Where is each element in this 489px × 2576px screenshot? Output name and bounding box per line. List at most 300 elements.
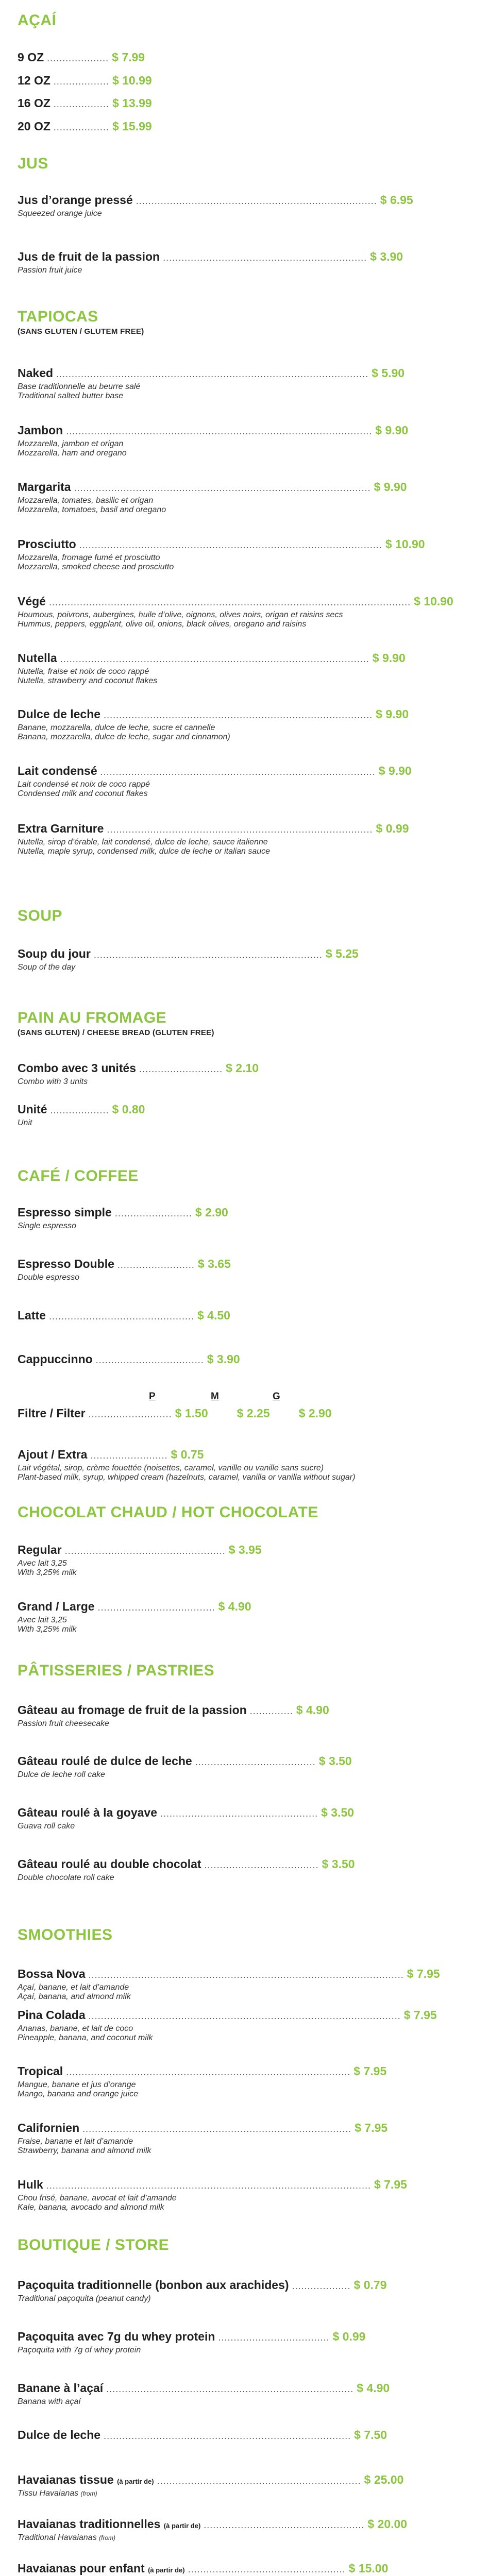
- item-price: $ 2.10: [226, 1061, 259, 1075]
- dot-leader: ..................: [53, 99, 109, 109]
- item-price: $ 0.99: [332, 2330, 366, 2343]
- section-title: TAPIOCAS: [18, 308, 98, 325]
- item-name: [18, 2517, 200, 2531]
- menu-item: [18, 2278, 471, 2303]
- item-price: $ 0.75: [171, 1448, 204, 1461]
- item-description: [18, 1822, 471, 1831]
- menu-item: [18, 2428, 471, 2442]
- item-price: $ 3.95: [228, 1543, 262, 1556]
- section-title: SOUP: [18, 907, 63, 924]
- item-description-text: Avec lait 3,25: [18, 1616, 67, 1624]
- dot-leader: ....................................................: [64, 1546, 226, 1556]
- menu-item: [18, 2562, 471, 2576]
- item-description-english: Condensed milk and coconut flakes: [18, 789, 148, 798]
- item-name: [18, 764, 97, 778]
- menu-item-row: [18, 764, 471, 778]
- menu-item-extra: [18, 1448, 471, 1482]
- item-price: $ 3.90: [207, 1352, 240, 1366]
- item-description: [18, 1719, 471, 1728]
- item-name: [18, 707, 100, 721]
- item-description-english: Kale, banana, avocado and almond milk: [18, 2203, 164, 2212]
- menu-item: [18, 250, 471, 275]
- menu-item-row: [18, 423, 471, 437]
- item-name: [18, 2562, 185, 2575]
- dot-leader: ......................................: [97, 1602, 215, 1613]
- item-price: $ 0.80: [112, 1103, 145, 1116]
- item-name-text: 20 OZ: [18, 120, 50, 133]
- menu-item-row: [18, 2278, 471, 2292]
- item-description-text: Banana with açaí: [18, 2397, 81, 2406]
- menu-item-row: [18, 1703, 471, 1717]
- item-name: [18, 1754, 192, 1768]
- menu-item-row: [18, 651, 471, 665]
- item-description-text: Mozzarella, jambon et origan: [18, 439, 124, 448]
- dot-leader: .......................................................................................: [82, 2124, 352, 2134]
- item-description: [18, 2346, 471, 2355]
- menu-item-row: [18, 366, 471, 380]
- dot-leader: ................................................................................................: [74, 483, 371, 493]
- item-name: [18, 1967, 86, 1981]
- item-description-text: Lait condensé et noix de coco rappé: [18, 780, 150, 789]
- item-price: $ 10.90: [414, 595, 453, 608]
- item-description-text: Mangue, banane et jus d’orange: [18, 2080, 136, 2089]
- item-description-text: Passion fruit juice: [18, 266, 82, 275]
- item-description-english: With 3,25% milk: [18, 1625, 77, 1634]
- item-name-text: Extra Garniture: [18, 822, 104, 835]
- menu-item-row: [18, 1600, 471, 1614]
- item-name-text: Hulk: [18, 2178, 43, 2191]
- menu-item-row: [18, 2330, 471, 2344]
- item-name: [18, 2064, 63, 2078]
- menu-item-row: [18, 1754, 471, 1768]
- menu-item: [18, 193, 471, 218]
- item-name-text: Havaianas pour enfant: [18, 2562, 145, 2575]
- item-name-text: Gâteau au fromage de fruit de la passion: [18, 1703, 247, 1717]
- item-price: $ 0.79: [353, 2278, 387, 2292]
- item-price: $ 6.95: [380, 193, 413, 207]
- item-description: [18, 382, 471, 392]
- dot-leader: ...........................: [139, 1064, 223, 1074]
- menu-item-row: [18, 1103, 471, 1116]
- item-name-text: Lait condensé: [18, 764, 97, 777]
- item-description-english: Mango, banana and orange juice: [18, 2090, 138, 2098]
- item-description-text: Guava roll cake: [18, 1822, 75, 1831]
- dot-leader: .......................................: [195, 1757, 316, 1767]
- menu-item: [18, 1352, 471, 1366]
- item-description-text: Traditional Havaianas: [18, 2533, 97, 2542]
- item-description-english: Mozzarella, tomatoes, basil and oregano: [18, 505, 166, 514]
- dot-leader: ...............................................: [48, 1311, 194, 1321]
- item-name: [18, 2121, 79, 2135]
- menu-item-row: [18, 1806, 471, 1820]
- item-name-text: Margarita: [18, 480, 71, 494]
- menu-item: [18, 2121, 471, 2156]
- menu-item: [18, 120, 471, 133]
- dot-leader: .........................: [90, 1450, 168, 1461]
- section-subtitle: (SANS GLUTEN / GLUTEM FREE): [18, 327, 144, 336]
- item-price: $ 3.50: [322, 1857, 355, 1871]
- item-description-english: Mozzarella, ham and oregano: [18, 449, 127, 457]
- item-name-text: Jus de fruit de la passion: [18, 250, 160, 263]
- dot-leader: .........................: [117, 1260, 195, 1270]
- item-description: [18, 838, 471, 847]
- menu-item: [18, 537, 471, 572]
- item-price: $ 4.90: [218, 1600, 251, 1613]
- item-price: $ 7.50: [354, 2428, 387, 2442]
- item-description-text: Double chocolate roll cake: [18, 1873, 114, 1882]
- item-price: $ 20.00: [367, 2517, 408, 2531]
- menu-item: [18, 2008, 471, 2043]
- item-name: [18, 366, 53, 380]
- menu-item: [18, 480, 471, 515]
- dot-leader: ..................: [53, 76, 109, 87]
- item-description: [18, 1983, 471, 1992]
- menu-item-row: [18, 595, 471, 608]
- dot-leader: .....................................................................................................................: [48, 597, 411, 607]
- item-description-text: Mozzarella, fromage fumé et prosciutto: [18, 553, 160, 562]
- item-description-english: Traditional salted butter base: [18, 392, 124, 400]
- item-price: $ 5.25: [325, 947, 359, 960]
- item-price: $ 10.99: [112, 74, 152, 87]
- item-description: [18, 2294, 471, 2303]
- menu-item: [18, 2381, 471, 2406]
- item-name: [18, 480, 71, 494]
- item-name-text: Nutella: [18, 651, 57, 665]
- item-description: Lait végétal, sirop, crème fouettée (noisettes, caramel, vanille ou vanille sans sucre): [18, 1464, 324, 1472]
- dot-leader: ............................................................................................: [66, 2067, 351, 2077]
- item-name: [18, 423, 63, 437]
- item-price: $ 25.00: [364, 2473, 404, 2486]
- menu-item: [18, 947, 471, 972]
- menu-item: [18, 1543, 471, 1578]
- filter-size-header: [149, 1391, 334, 1402]
- item-description: [18, 1873, 471, 1883]
- menu-item: [18, 1103, 471, 1128]
- dot-leader: ......................................................................................: [107, 824, 373, 835]
- item-price: $ 5.90: [372, 366, 405, 380]
- menu-item: [18, 1806, 471, 1831]
- dot-leader: ..........................................................................: [93, 950, 323, 960]
- item-description-text: Açaí, banane, et lait d’amande: [18, 1983, 129, 1992]
- item-name: [18, 2278, 289, 2292]
- menu-item-row: [18, 120, 471, 133]
- menu-item: [18, 2064, 471, 2099]
- size-label: G: [273, 1391, 280, 1402]
- item-name-text: Grand / Large: [18, 1600, 95, 1613]
- item-price: $ 4.90: [357, 2381, 390, 2395]
- item-name-text: Jambon: [18, 423, 63, 437]
- item-name: [18, 2178, 43, 2192]
- item-description-text: Single espresso: [18, 1222, 76, 1230]
- item-name-text: Havaianas traditionnelles: [18, 2517, 161, 2531]
- item-name-text: Latte: [18, 1309, 46, 1322]
- item-description: [18, 496, 471, 505]
- item-description-text: Passion fruit cheesecake: [18, 1719, 109, 1728]
- dot-leader: ..................: [53, 122, 109, 132]
- dot-leader: ..................................................................: [163, 252, 367, 263]
- dot-leader: ......................................................................................................: [88, 1970, 404, 1980]
- item-description: [18, 963, 471, 972]
- dot-leader: .......................................................................................: [104, 710, 373, 720]
- menu-item: [18, 1857, 471, 1883]
- item-price: $ 3.50: [318, 1754, 352, 1768]
- item-description: [18, 2080, 471, 2090]
- item-price: $ 15.00: [348, 2562, 389, 2575]
- menu-item: [18, 74, 471, 88]
- menu-item-row: [18, 2562, 471, 2575]
- dot-leader: .....................................: [204, 1860, 319, 1870]
- item-price: $ 3.50: [321, 1806, 355, 1819]
- section-header: [18, 11, 471, 30]
- item-name-text: Jus d’orange pressé: [18, 193, 133, 207]
- item-name-text: Californien: [18, 2121, 80, 2134]
- item-name: [18, 822, 104, 836]
- item-name-text: Paçoquita traditionnelle (bonbon aux arachides): [18, 2278, 289, 2292]
- menu-item: [18, 707, 471, 742]
- item-description-english: With 3,25% milk: [18, 1568, 77, 1577]
- item-price: $ 3.65: [197, 1257, 231, 1270]
- item-name: [18, 2473, 154, 2487]
- item-name-text: Paçoquita avec 7g du whey protein: [18, 2330, 215, 2343]
- menu-item: [18, 1754, 471, 1780]
- dot-leader: ..............: [249, 1706, 293, 1716]
- item-name-text: Gâteau roulé au double chocolat: [18, 1857, 201, 1871]
- item-name: [18, 1703, 247, 1717]
- item-description-text: Tissu Havaianas: [18, 2489, 79, 2498]
- menu-item: [18, 1600, 471, 1634]
- section-header: [18, 155, 471, 173]
- dot-leader: ....................................................................................................: [60, 654, 369, 664]
- item-description-english: Hummus, peppers, eggplant, olive oil, onions, black olives, oregano and raisins: [18, 620, 307, 629]
- item-name-text: Unité: [18, 1103, 47, 1116]
- item-description: [18, 2533, 471, 2543]
- dot-leader: ...................................................: [160, 1808, 318, 1819]
- item-description: [18, 1118, 471, 1128]
- item-description: [18, 723, 471, 733]
- item-name-text: Gâteau roulé à la goyave: [18, 1806, 158, 1819]
- item-description-text: Nutella, sirop d’érable, lait condensé, dulce de leche, sauce italienne: [18, 838, 268, 846]
- item-name-text: Gâteau roulé de dulce de leche: [18, 1754, 192, 1768]
- item-name-text: Pina Colada: [18, 2008, 86, 2022]
- item-description: [18, 1770, 471, 1780]
- item-description-english: Mozzarella, smoked cheese and prosciutto: [18, 563, 174, 571]
- menu-item-row: [18, 2473, 471, 2487]
- item-description: [18, 1616, 471, 1625]
- item-name-text: Espresso simple: [18, 1206, 112, 1219]
- dot-leader: ................................................................................: [104, 2431, 351, 2441]
- item-description-english: Banana, mozzarella, dulce de leche, sugar and cinnamon): [18, 733, 230, 741]
- item-description-english: Pineapple, banana, and coconut milk: [18, 2033, 153, 2042]
- item-name-text: 9 OZ: [18, 50, 44, 64]
- item-description: [18, 2137, 471, 2146]
- dot-leader: ..................................................................: [157, 2476, 361, 2486]
- item-name-note: (à partir de): [148, 2566, 185, 2574]
- dot-leader: ................................................................................: [106, 2384, 354, 2394]
- item-description: [18, 2489, 471, 2498]
- item-description: [18, 611, 471, 620]
- item-description: [18, 2194, 471, 2203]
- dot-leader: ...................................: [95, 1355, 204, 1365]
- item-name-text: Regular: [18, 1543, 62, 1556]
- section-header: [18, 1503, 471, 1522]
- menu-item-row: [18, 822, 471, 836]
- section-title: BOUTIQUE / STORE: [18, 2236, 170, 2253]
- item-name-note: (à partir de): [163, 2522, 201, 2530]
- item-price: $ 3.90: [370, 250, 403, 263]
- item-description-text: Unit: [18, 1118, 32, 1127]
- section-header: [18, 1662, 471, 1680]
- item-description-english: Plant-based milk, syrup, whipped cream (hazelnuts, caramel, vanilla or vanilla without sugar): [18, 1473, 356, 1482]
- item-price: $ 9.90: [375, 423, 409, 437]
- menu-item: [18, 651, 471, 686]
- size-label: P: [149, 1391, 156, 1402]
- item-price: $ 7.95: [353, 2064, 387, 2078]
- item-name-text: Combo avec 3 unités: [18, 1061, 137, 1075]
- section-title: PAIN AU FROMAGE: [18, 1009, 167, 1026]
- menu-item-row: [18, 96, 471, 110]
- item-price: $ 7.99: [112, 50, 145, 64]
- dot-leader: ...................: [292, 2281, 351, 2291]
- item-name: [18, 50, 44, 64]
- item-name: [18, 651, 57, 665]
- dot-leader: ...................................................: [188, 2564, 346, 2574]
- dot-leader: ...................: [50, 1105, 109, 1115]
- item-name-text: 16 OZ: [18, 96, 50, 110]
- item-name: [18, 1103, 47, 1116]
- item-name: [18, 2428, 100, 2442]
- item-name: [18, 1600, 95, 1614]
- dot-leader: ..................................................................................................: [79, 540, 382, 550]
- item-price: $ 13.99: [112, 96, 152, 110]
- menu-item-row: [18, 2121, 471, 2135]
- item-price: $ 7.95: [403, 2008, 437, 2022]
- section-header: [18, 2236, 471, 2255]
- section-title: CHOCOLAT CHAUD / HOT CHOCOLATE: [18, 1504, 318, 1521]
- dot-leader: .........................................................................................................: [46, 2180, 371, 2191]
- menu-item-row: [18, 2178, 471, 2192]
- size-price: $ 2.90: [298, 1406, 332, 1420]
- item-name-text: Dulce de leche: [18, 707, 101, 721]
- section-header: [18, 1167, 471, 1185]
- item-description: [18, 2397, 471, 2406]
- section-header: [18, 1926, 471, 1944]
- item-price: $ 0.99: [376, 822, 409, 835]
- section-title: JUS: [18, 155, 48, 172]
- item-name: [18, 537, 76, 551]
- dot-leader: .........................: [114, 1208, 192, 1218]
- menu-item-row: [18, 1257, 471, 1271]
- menu-item-row: [18, 947, 471, 961]
- menu-item-row: [18, 1406, 471, 1420]
- item-description-text: Mozzarella, tomates, basilic et origan: [18, 496, 154, 505]
- item-name: [18, 595, 46, 608]
- menu-item-row: [18, 1967, 471, 1981]
- menu-item-row: [18, 1857, 471, 1871]
- menu-item-row: [18, 250, 471, 264]
- section-header: [18, 1009, 471, 1037]
- item-name: [18, 1806, 157, 1820]
- dot-leader: ....................: [47, 53, 109, 63]
- menu-item-row: [18, 480, 471, 494]
- menu-item-row: [18, 707, 471, 721]
- item-description-text: Squeezed orange juice: [18, 209, 102, 218]
- item-description: [18, 2024, 471, 2033]
- item-name-text: Banane à l’açaí: [18, 2381, 104, 2395]
- menu-item: [18, 595, 471, 629]
- item-name: Ajout / Extra: [18, 1448, 88, 1461]
- item-name: [18, 1257, 114, 1271]
- item-price: $ 9.90: [374, 480, 407, 494]
- menu-item-row: [18, 1309, 471, 1323]
- section-header: [18, 907, 471, 925]
- section-header: [18, 308, 471, 336]
- item-price: $ 2.90: [195, 1206, 228, 1219]
- menu-item-filter: [18, 1406, 471, 1420]
- item-name: [18, 1061, 136, 1075]
- item-description: [18, 553, 471, 563]
- menu-item: [18, 2473, 471, 2498]
- dot-leader: ...................................................................................................: [66, 426, 373, 436]
- item-name: [18, 2008, 86, 2022]
- item-price: $ 9.90: [378, 764, 412, 777]
- item-name-note: (à partir de): [117, 2478, 154, 2485]
- item-description-text: Avec lait 3,25: [18, 1559, 67, 1568]
- item-description: [18, 1077, 471, 1087]
- menu-item-row: [18, 2381, 471, 2395]
- section-title: CAFÉ / COFFEE: [18, 1167, 139, 1184]
- item-price: $ 4.50: [197, 1309, 230, 1322]
- item-price: $ 7.95: [374, 2178, 407, 2191]
- menu-item-row: [18, 50, 471, 64]
- item-description-english: Nutella, maple syrup, condensed milk, dulce de leche or italian sauce: [18, 847, 271, 856]
- menu-item-row: [18, 193, 471, 207]
- dot-leader: .........................................................................................: [100, 767, 376, 777]
- item-description-english: Nutella, strawberry and coconut flakes: [18, 676, 158, 685]
- item-description-text: Chou frisé, banane, avocat et lait d’amande: [18, 2194, 177, 2202]
- section-title: AÇAÍ: [18, 12, 57, 29]
- menu-item: [18, 1967, 471, 2002]
- menu-item: [18, 1061, 471, 1087]
- item-description-text: Fraise, banane et lait d’amande: [18, 2137, 133, 2146]
- section-title: PÂTISSERIES / PASTRIES: [18, 1662, 215, 1679]
- size-price: $ 1.50: [175, 1406, 208, 1420]
- item-description-text: Banane, mozzarella, dulce de leche, sucre et cannelle: [18, 723, 215, 732]
- item-name: [18, 2330, 215, 2344]
- menu-item: [18, 2517, 471, 2543]
- item-name: [18, 193, 133, 207]
- item-name: [18, 74, 50, 88]
- dot-leader: ..............................................................................: [136, 196, 377, 206]
- item-description-text: Combo with 3 units: [18, 1077, 88, 1086]
- menu-item: [18, 96, 471, 110]
- dot-leader: ....................................................: [204, 2520, 365, 2530]
- item-description-text: Traditional paçoquita (peanut candy): [18, 2294, 151, 2303]
- menu-item-row: [18, 2428, 471, 2442]
- item-name: [18, 2381, 103, 2395]
- menu-item: [18, 2330, 471, 2355]
- item-price: $ 7.95: [407, 1967, 440, 1980]
- menu-item: [18, 822, 471, 856]
- item-name: [18, 250, 160, 264]
- dot-leader: ....................................: [218, 2332, 330, 2343]
- item-name: [18, 1309, 46, 1323]
- item-description-text: Houmous, poivrons, aubergines, huile d’olive, oignons, olives noirs, origan et raisins secs: [18, 611, 343, 619]
- menu-item-row: [18, 1206, 471, 1219]
- item-name-text: Bossa Nova: [18, 1967, 86, 1980]
- item-name: Filtre / Filter: [18, 1406, 86, 1420]
- dot-leader: ...........................: [88, 1409, 172, 1419]
- menu-item-row: [18, 537, 471, 551]
